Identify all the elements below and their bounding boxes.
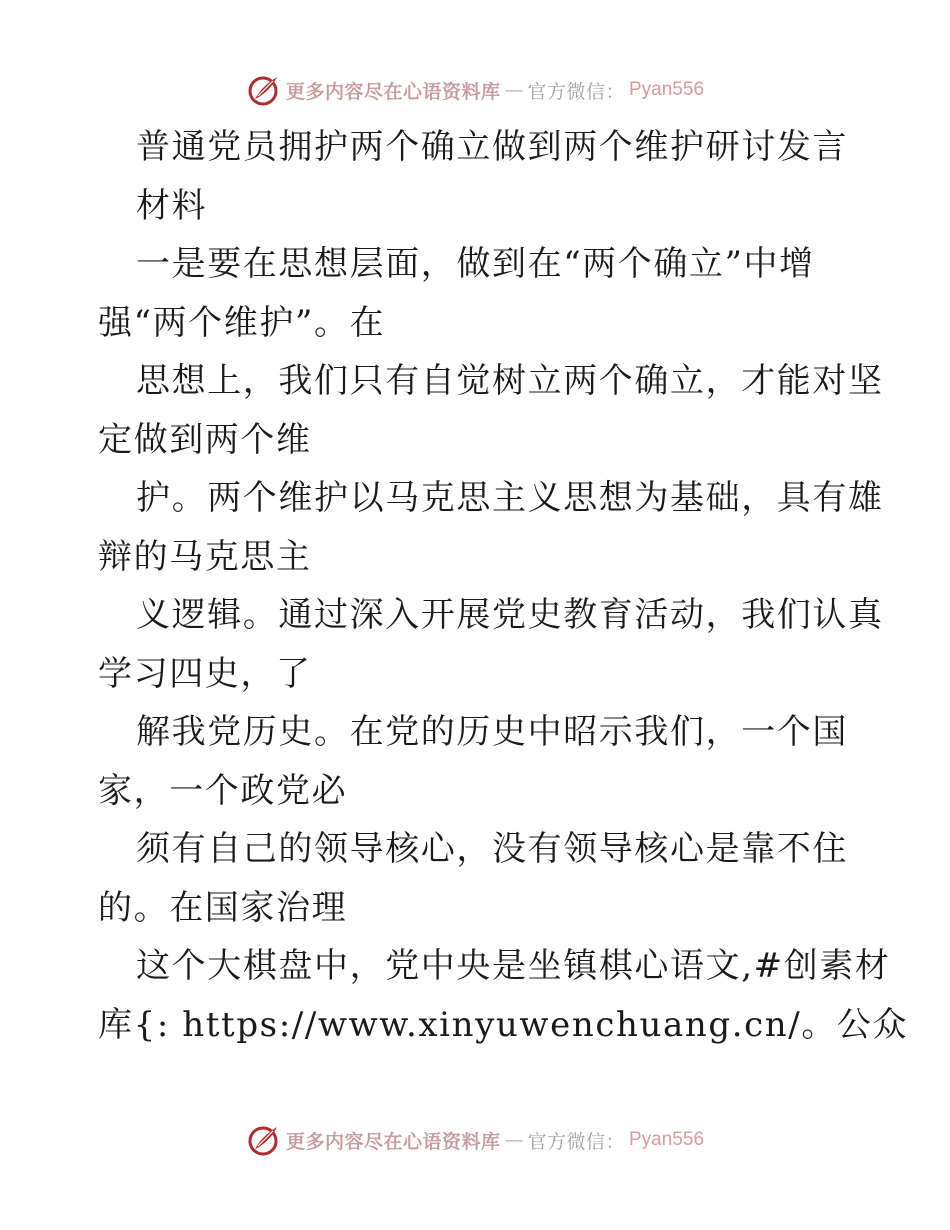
watermark-brand bbox=[246, 72, 704, 108]
body-line: 的。在国家治理 bbox=[98, 887, 348, 928]
watermark-footer bbox=[0, 1120, 950, 1160]
watermark-wechat-label: 官方微信： bbox=[527, 80, 625, 103]
watermark-brand-text: 更多内容尽在心语资料库 bbox=[285, 1130, 501, 1153]
body-line: 强“两个维护”。在 bbox=[98, 302, 386, 343]
watermark-wechat-id: Pyan556 bbox=[629, 79, 705, 100]
watermark-separator: — bbox=[504, 1129, 524, 1151]
body-line: 护。两个维护以马克思主义思想为基础，具有雄 bbox=[136, 478, 884, 518]
watermark-wechat-label: 官方微信： bbox=[527, 1130, 625, 1153]
body-line: 辩的马克思主 bbox=[98, 536, 312, 577]
body-line: 库{: https://www.xinyuwenchuang.cn/。公众 bbox=[98, 1004, 909, 1045]
body-line: 解我党历史。在党的历史中昭示我们，一个国 bbox=[136, 712, 848, 752]
quill-logo-icon bbox=[246, 1122, 282, 1158]
body-line: 普通党员拥护两个确立做到两个维护研讨发言 bbox=[136, 127, 848, 167]
body-line: 学习四史，了 bbox=[98, 653, 312, 694]
body-line: 材料 bbox=[136, 185, 208, 226]
watermark-header bbox=[0, 70, 950, 110]
body-line: 定做到两个维 bbox=[98, 419, 312, 460]
watermark-separator: — bbox=[504, 79, 524, 101]
body-line: 思想上，我们只有自觉树立两个确立，才能对坚 bbox=[136, 361, 884, 401]
quill-logo-icon bbox=[246, 72, 282, 108]
document-body bbox=[98, 118, 909, 1054]
body-line: 家，一个政党必 bbox=[98, 770, 348, 811]
body-line: 这个大棋盘中，党中央是坐镇棋心语文,#创素材 bbox=[136, 946, 891, 986]
body-line: 须有自己的领导核心，没有领导核心是靠不住 bbox=[136, 829, 848, 869]
body-line: 义逻辑。通过深入开展党史教育活动，我们认真 bbox=[136, 595, 884, 635]
watermark-wechat-id: Pyan556 bbox=[629, 1129, 705, 1150]
body-line: 一是要在思想层面，做到在“两个确立”中增 bbox=[136, 244, 815, 284]
watermark-brand bbox=[246, 1122, 704, 1158]
watermark-brand-text: 更多内容尽在心语资料库 bbox=[285, 80, 501, 103]
